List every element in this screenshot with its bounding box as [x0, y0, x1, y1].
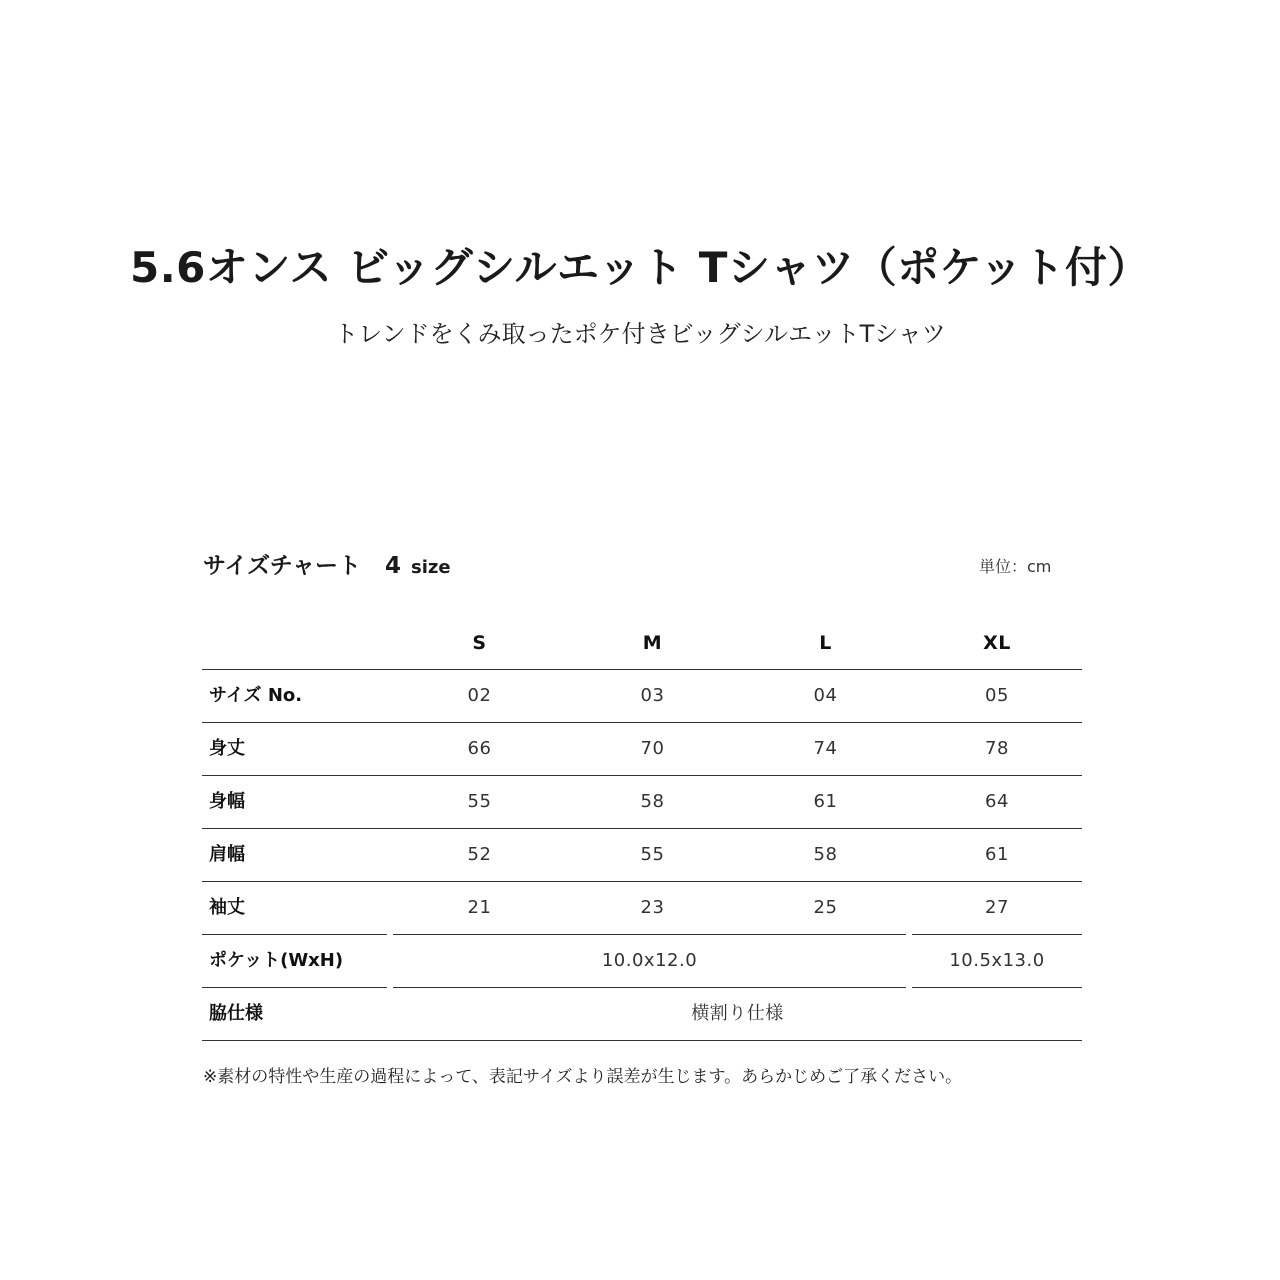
row-label: ポケット(WxH) — [209, 950, 344, 971]
row-label: 脇仕様 — [209, 1003, 263, 1024]
table-cell: 78 — [985, 738, 1009, 759]
size-count — [385, 553, 451, 579]
row-label: 身幅 — [209, 791, 245, 812]
size-header-m: M — [642, 632, 663, 654]
row-label: 身丈 — [209, 738, 245, 759]
size-table — [202, 617, 1082, 1041]
table-cell: 61 — [813, 791, 838, 812]
size-header-s: S — [472, 632, 487, 654]
table-cell: 03 — [640, 685, 665, 706]
pocket-size-sml: 10.0x12.0 — [601, 950, 698, 971]
size-header-xl: XL — [983, 632, 1011, 654]
table-cell: 61 — [985, 844, 1009, 865]
table-cell: 05 — [985, 685, 1009, 706]
table-cell: 21 — [467, 897, 492, 918]
pocket-size-xl: 10.5x13.0 — [949, 950, 1045, 971]
size-chart-title: サイズチャート — [203, 553, 362, 579]
unit-label: 単位：cm — [979, 557, 1052, 576]
table-cell: 23 — [640, 897, 665, 918]
table-cell: 58 — [813, 844, 838, 865]
table-cell: 25 — [813, 897, 838, 918]
row-label: 肩幅 — [209, 844, 245, 865]
size-count-word: size — [411, 557, 451, 578]
table-row — [202, 829, 1082, 882]
table-row — [202, 882, 1082, 935]
table-row-side — [202, 988, 1082, 1041]
table-cell: 74 — [813, 738, 838, 759]
table-cell: 64 — [985, 791, 1009, 812]
size-chart-heading — [203, 548, 451, 586]
disclaimer-note: ※素材の特性や生産の過程によって、表記サイズより誤差が生じます。あらかじめご了承ください。 — [203, 1067, 963, 1087]
size-count-number: 4 — [385, 553, 402, 579]
row-label: 袖丈 — [209, 897, 245, 918]
table-cell: 02 — [467, 685, 492, 706]
row-divider — [202, 1040, 1082, 1041]
page-title: 5.6オンス ビッグシルエット Tシャツ（ポケット付） — [129, 243, 1151, 292]
table-cell: 52 — [467, 844, 492, 865]
table-cell: 58 — [640, 791, 665, 812]
table-cell: 55 — [640, 844, 665, 865]
row-label: サイズ No. — [209, 685, 303, 706]
table-cell: 66 — [467, 738, 492, 759]
table-cell: 70 — [640, 738, 665, 759]
table-cell: 55 — [467, 791, 492, 812]
table-row — [202, 670, 1082, 723]
table-row-pocket — [202, 935, 1082, 988]
table-row — [202, 776, 1082, 829]
table-header-row — [202, 617, 1082, 670]
side-spec-value: 横割り仕様 — [691, 1003, 784, 1024]
table-cell: 04 — [813, 685, 838, 706]
table-row — [202, 723, 1082, 776]
page-subtitle: トレンドをくみ取ったポケ付きビッグシルエットTシャツ — [334, 320, 946, 348]
table-cell: 27 — [985, 897, 1009, 918]
size-header-l: L — [819, 632, 832, 654]
